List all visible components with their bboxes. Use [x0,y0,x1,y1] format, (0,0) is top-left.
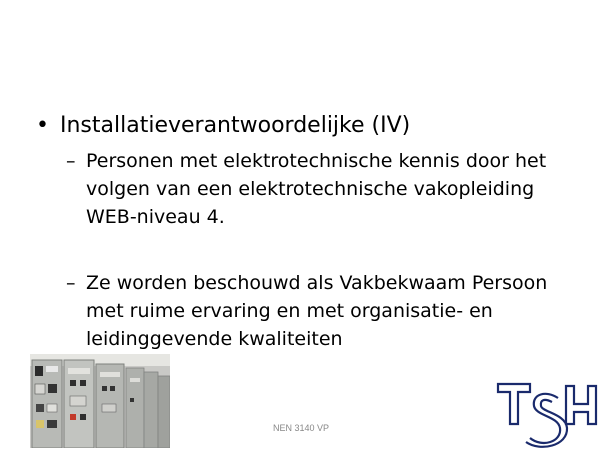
sub-bullet-2-text: Ze worden beschouwd als Vakbekwaam Persoon met ruime ervaring en met organisatie- en leidinggevende kwaliteiten [86,272,548,350]
main-bullet-text: Installatieverantwoordelijke (IV) [60,113,411,138]
dash-marker: – [66,272,76,294]
slide-footer: NEN 3140 VP [272,423,330,433]
bullet-marker: • [36,113,49,138]
switchgear-photo [30,354,170,448]
sub-bullet-1-text: Personen met elektrotechnische kennis door het volgen van een elektrotechnische vakopleiding WEB-niveau 4. [86,150,547,228]
tsh-logo [496,378,600,450]
dash-marker: – [66,150,76,172]
